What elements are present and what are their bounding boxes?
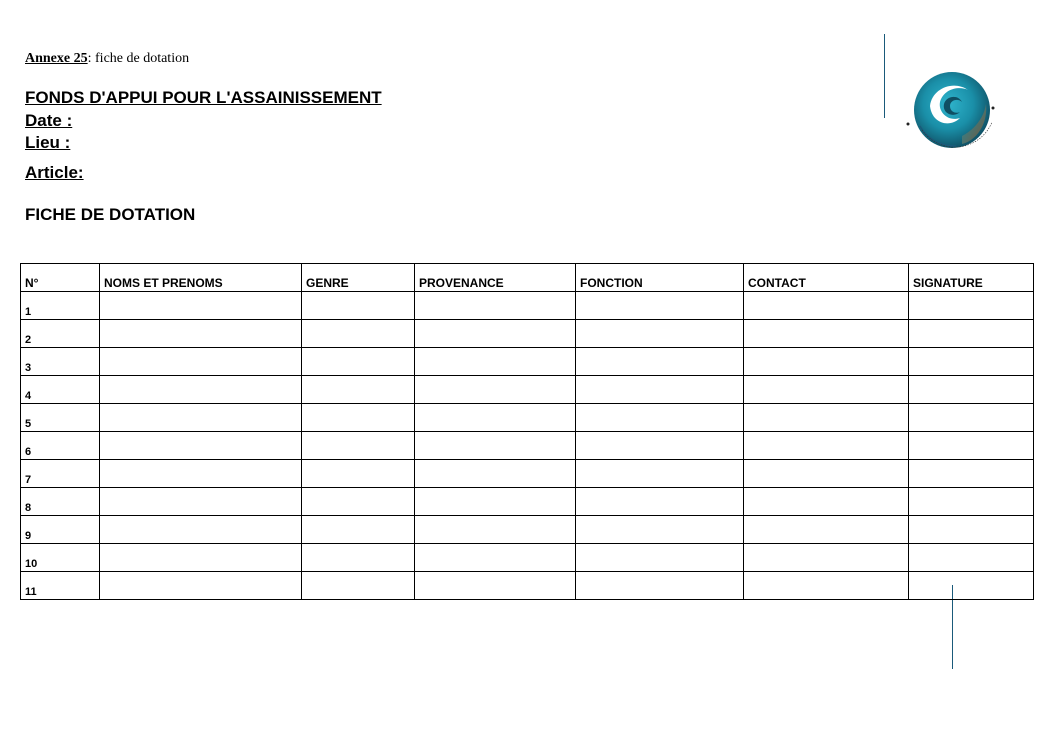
column-header-origin: PROVENANCE (415, 264, 576, 292)
signature-cell[interactable] (909, 376, 1034, 404)
names-cell[interactable] (100, 460, 302, 488)
table-row (21, 404, 1034, 432)
contact-cell[interactable] (744, 376, 909, 404)
signature-cell[interactable] (909, 292, 1034, 320)
origin-cell[interactable] (415, 544, 576, 572)
function-cell[interactable] (576, 516, 744, 544)
contact-cell[interactable] (744, 460, 909, 488)
gender-cell[interactable] (302, 432, 415, 460)
gender-cell[interactable] (302, 292, 415, 320)
table-row (21, 292, 1034, 320)
names-cell[interactable] (100, 376, 302, 404)
annexe-text: : fiche de dotation (87, 51, 190, 66)
row-number-cell: 8 (21, 488, 100, 516)
origin-cell[interactable] (415, 432, 576, 460)
function-cell[interactable] (576, 544, 744, 572)
lieu-label: Lieu : (25, 133, 71, 152)
function-cell[interactable] (576, 572, 744, 600)
gender-cell[interactable] (302, 544, 415, 572)
table-row (21, 376, 1034, 404)
row-number-cell: 10 (21, 544, 100, 572)
document-title: FICHE DE DOTATION (25, 205, 196, 224)
origin-cell[interactable] (415, 488, 576, 516)
function-cell[interactable] (576, 432, 744, 460)
gender-cell[interactable] (302, 516, 415, 544)
annexe-reference (25, 51, 189, 67)
row-number-cell: 6 (21, 432, 100, 460)
contact-cell[interactable] (744, 348, 909, 376)
names-cell[interactable] (100, 432, 302, 460)
gender-cell[interactable] (302, 348, 415, 376)
contact-cell[interactable] (744, 320, 909, 348)
function-cell[interactable] (576, 348, 744, 376)
origin-cell[interactable] (415, 320, 576, 348)
signature-cell[interactable] (909, 516, 1034, 544)
contact-cell[interactable] (744, 544, 909, 572)
names-cell[interactable] (100, 292, 302, 320)
row-number-cell: 3 (21, 348, 100, 376)
table-row (21, 348, 1034, 376)
signature-cell[interactable] (909, 320, 1034, 348)
function-cell[interactable] (576, 292, 744, 320)
row-number-cell: 11 (21, 572, 100, 600)
signature-cell[interactable] (909, 432, 1034, 460)
gender-cell[interactable] (302, 572, 415, 600)
row-number-cell: 5 (21, 404, 100, 432)
function-cell[interactable] (576, 460, 744, 488)
signature-cell[interactable] (909, 488, 1034, 516)
origin-cell[interactable] (415, 404, 576, 432)
row-number-cell: 2 (21, 320, 100, 348)
column-header-gender: GENRE (302, 264, 415, 292)
row-number-cell: 9 (21, 516, 100, 544)
gender-cell[interactable] (302, 376, 415, 404)
names-cell[interactable] (100, 320, 302, 348)
names-cell[interactable] (100, 544, 302, 572)
row-number-cell: 7 (21, 460, 100, 488)
wave-circle-logo-icon (900, 66, 1004, 170)
gender-cell[interactable] (302, 460, 415, 488)
contact-cell[interactable] (744, 432, 909, 460)
contact-cell[interactable] (744, 488, 909, 516)
table-row (21, 320, 1034, 348)
signature-cell[interactable] (909, 544, 1034, 572)
function-cell[interactable] (576, 320, 744, 348)
table-row (21, 432, 1034, 460)
function-cell[interactable] (576, 488, 744, 516)
table-row (21, 488, 1034, 516)
annexe-label: Annexe 25 (25, 51, 88, 66)
contact-cell[interactable] (744, 516, 909, 544)
dotation-table (20, 263, 1034, 600)
table-row (21, 544, 1034, 572)
function-cell[interactable] (576, 404, 744, 432)
gender-cell[interactable] (302, 488, 415, 516)
column-header-number: N° (21, 264, 100, 292)
origin-cell[interactable] (415, 460, 576, 488)
names-cell[interactable] (100, 348, 302, 376)
function-cell[interactable] (576, 376, 744, 404)
names-cell[interactable] (100, 572, 302, 600)
date-label: Date : (25, 111, 73, 130)
names-cell[interactable] (100, 488, 302, 516)
column-header-function: FONCTION (576, 264, 744, 292)
column-header-signature: SIGNATURE (909, 264, 1034, 292)
origin-cell[interactable] (415, 348, 576, 376)
origin-cell[interactable] (415, 376, 576, 404)
organization-title: FONDS D'APPUI POUR L'ASSAINISSEMENT (25, 88, 382, 107)
signature-cell[interactable] (909, 460, 1034, 488)
table-header-row (21, 264, 1034, 292)
row-number-cell: 4 (21, 376, 100, 404)
names-cell[interactable] (100, 404, 302, 432)
contact-cell[interactable] (744, 292, 909, 320)
gender-cell[interactable] (302, 404, 415, 432)
origin-cell[interactable] (415, 292, 576, 320)
contact-cell[interactable] (744, 404, 909, 432)
signature-cell[interactable] (909, 572, 1034, 600)
contact-cell[interactable] (744, 572, 909, 600)
column-header-contact: CONTACT (744, 264, 909, 292)
row-number-cell: 1 (21, 292, 100, 320)
names-cell[interactable] (100, 516, 302, 544)
origin-cell[interactable] (415, 516, 576, 544)
signature-cell[interactable] (909, 348, 1034, 376)
decorative-line-top (884, 34, 885, 118)
gender-cell[interactable] (302, 320, 415, 348)
table-row (21, 460, 1034, 488)
signature-cell[interactable] (909, 404, 1034, 432)
column-header-names: NOMS ET PRENOMS (100, 264, 302, 292)
table-row (21, 572, 1034, 600)
table-row (21, 516, 1034, 544)
article-label: Article: (25, 163, 84, 182)
origin-cell[interactable] (415, 572, 576, 600)
